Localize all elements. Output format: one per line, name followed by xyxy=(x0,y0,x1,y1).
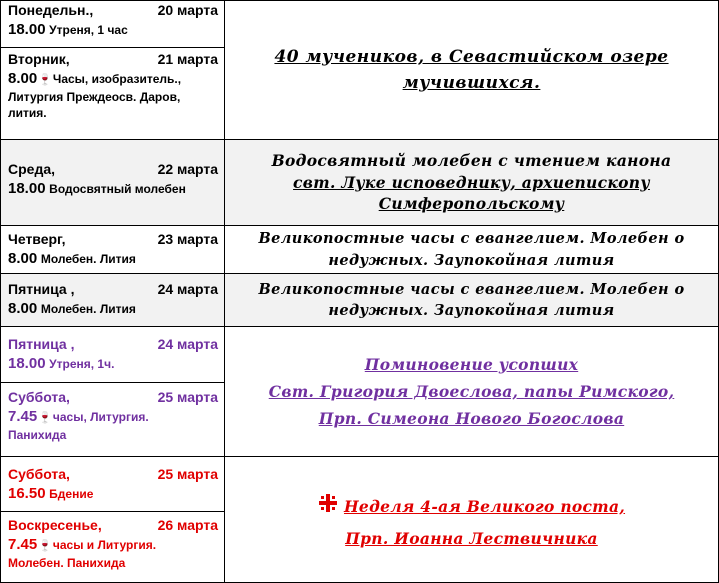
event-line2: недужных. Заупокойная лития xyxy=(328,251,615,269)
schedule-row-mon xyxy=(0,0,224,47)
date-label: 24 марта xyxy=(157,281,218,297)
time-label: 18.00 xyxy=(8,354,46,372)
service-label: Утреня, 1ч. xyxy=(49,356,115,371)
schedule-row-thu xyxy=(0,225,224,273)
schedule-row-sun xyxy=(0,511,224,583)
event-line2: Прп. Иоанна Лествичника xyxy=(345,528,598,548)
service-label: Бдение xyxy=(49,486,94,501)
service-label: Молебен. Лития xyxy=(40,251,136,266)
schedule-row-fri-evening xyxy=(0,326,224,382)
event-title-line1: 40 мучеников, в Севастийском озере xyxy=(274,46,669,67)
chalice-icon: 🍷 xyxy=(38,411,52,424)
event-lenten-hours-fri xyxy=(224,273,719,326)
event-line1: Поминовение усопших xyxy=(364,354,579,374)
event-line2: Свт. Григория Двоеслова, папы Римского, xyxy=(268,381,675,401)
time-label: 7.45 xyxy=(8,535,38,553)
chalice-icon: 🍷 xyxy=(38,73,52,86)
day-label: Суббота, xyxy=(8,389,70,405)
event-line3: Симферопольскому xyxy=(378,194,565,214)
service-label: Утреня, 1 час xyxy=(49,22,128,37)
event-title-line2: мучившихся. xyxy=(402,73,541,93)
event-water-blessing xyxy=(224,139,719,225)
day-label: Четверг, xyxy=(8,231,66,247)
event-line3: Прп. Симеона Нового Богослова xyxy=(318,409,625,429)
service-label: часы и Литургия. xyxy=(52,537,157,552)
date-label: 26 марта xyxy=(157,517,218,533)
date-label: 22 марта xyxy=(157,161,218,177)
event-line2: недужных. Заупокойная лития xyxy=(328,302,615,319)
day-label: Вторник, xyxy=(8,51,70,67)
schedule-row-wed xyxy=(0,139,224,225)
date-label: 25 марта xyxy=(157,466,218,482)
event-line2: свт. Луке исповеднику, архиепископу xyxy=(293,172,650,192)
date-label: 20 марта xyxy=(157,2,218,18)
date-label: 21 марта xyxy=(157,51,218,67)
service-label-3: лития. xyxy=(8,106,47,121)
time-label: 16.50 xyxy=(8,484,46,502)
day-label: Воскресенье, xyxy=(8,517,102,533)
day-label: Понедельн., xyxy=(8,2,94,18)
event-line1: Великопостные часы с евангелием. Молебен о xyxy=(258,230,685,248)
service-label-2: Молебен. Панихида xyxy=(8,556,126,571)
schedule-row-tue xyxy=(0,47,224,139)
date-label: 24 марта xyxy=(157,336,218,352)
event-line1: Неделя 4-ая Великого поста, xyxy=(343,496,626,516)
service-label: часы, Литургия. xyxy=(52,409,149,424)
event-40-martyrs xyxy=(224,0,719,139)
day-label: Среда, xyxy=(8,161,56,177)
schedule-row-sat-evening xyxy=(0,456,224,511)
day-label: Суббота, xyxy=(8,466,70,482)
time-label: 8.00 xyxy=(8,299,38,317)
service-label: Часы, изобразитель., xyxy=(52,71,182,86)
event-fourth-sunday xyxy=(224,456,719,583)
day-label: Пятница , xyxy=(8,336,75,352)
date-label: 25 марта xyxy=(157,389,218,405)
service-label-2: Литургия Преждеосв. Даров, xyxy=(8,90,181,105)
event-line1: Водосвятный молебен с чтением канона xyxy=(271,150,672,170)
time-label: 18.00 xyxy=(8,179,46,197)
service-label: Молебен. Лития xyxy=(40,301,136,316)
day-label: Пятница , xyxy=(8,281,75,297)
service-label: Водосвятный молебен xyxy=(49,181,186,196)
time-label: 8.00 xyxy=(8,69,38,87)
cross-ornament-icon xyxy=(318,486,338,524)
event-commemoration xyxy=(224,326,719,456)
chalice-icon: 🍷 xyxy=(38,539,52,552)
event-lenten-hours-thu xyxy=(224,225,719,273)
time-label: 7.45 xyxy=(8,407,38,425)
time-label: 18.00 xyxy=(8,20,46,38)
event-line1: Великопостные часы с евангелием. Молебен о xyxy=(258,280,685,298)
service-label-2: Панихида xyxy=(8,428,67,443)
time-label: 8.00 xyxy=(8,249,38,267)
date-label: 23 марта xyxy=(157,231,218,247)
schedule-row-sat-morning xyxy=(0,382,224,456)
schedule-row-fri-morning xyxy=(0,273,224,326)
